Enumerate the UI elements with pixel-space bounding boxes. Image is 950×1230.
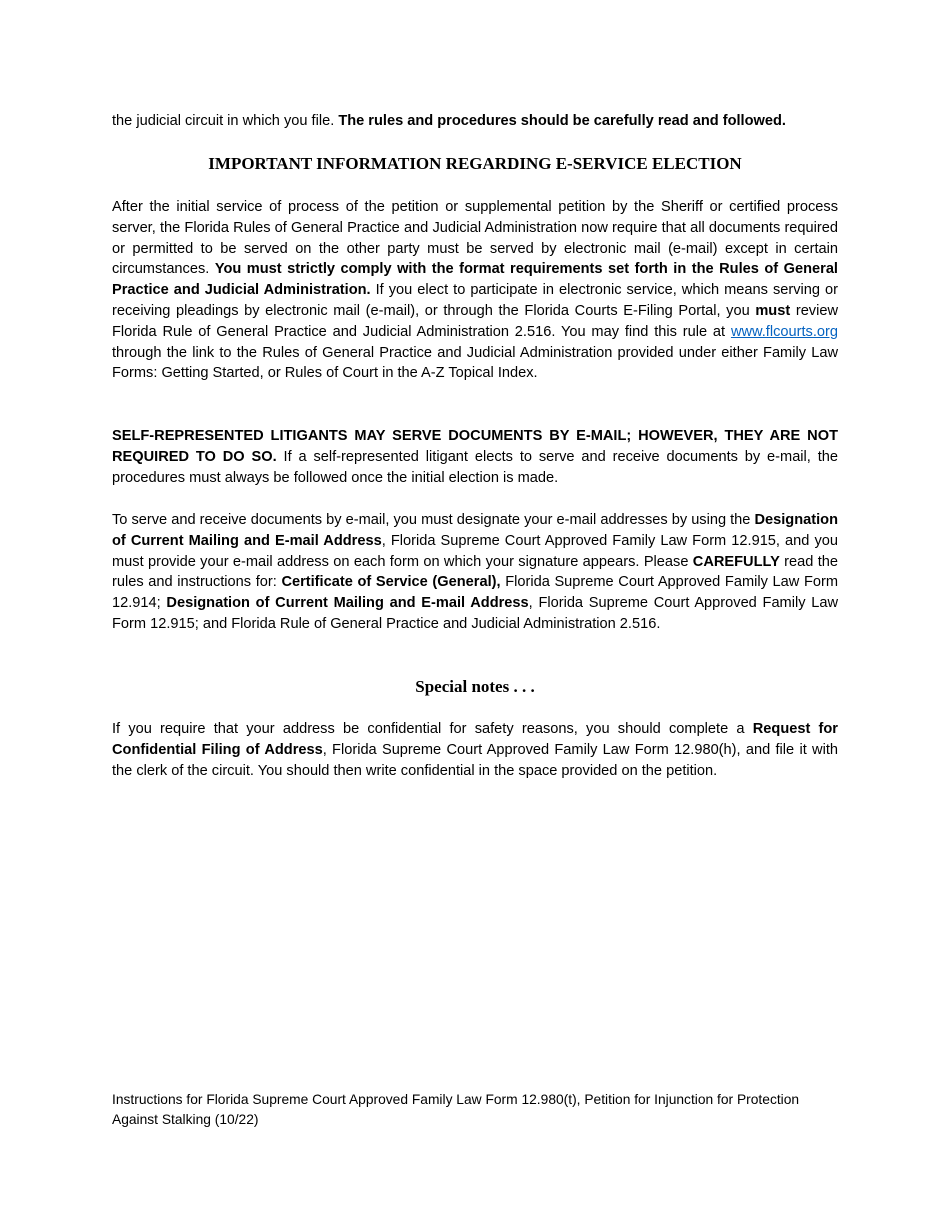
self-represented-paragraph <box>112 426 838 488</box>
serve-bold-designation-1: Designation of Current Mailing and E-mail Address <box>112 512 838 549</box>
confidential-text-a: If you require that your address be confidential for safety reasons, you should complete a <box>112 721 753 737</box>
serve-text-g: Florida Supreme Court Approved Family Law Form 12.914; <box>112 574 838 612</box>
eservice-p1-text-a: After the initial service of process of the petition or supplemental petition by the Sheriff or certified process server, the Florida Rules of General Practice and Judicial Administration now require that all documents required or permitted to be served on the other party must be served by electronic mail (e-mail) except in certain circumstances. <box>112 199 838 278</box>
confidential-bold-request: Request for Confidential Filing of Address <box>112 721 838 758</box>
eservice-heading: IMPORTANT INFORMATION REGARDING E-SERVICE ELECTION <box>208 154 742 173</box>
confidential-address-paragraph <box>112 719 838 781</box>
confidential-text-c: , Florida Supreme Court Approved Family Law Form 12.980(h), and file it with the clerk of the circuit. You should then write confidential in the space provided on the petition. <box>112 741 838 779</box>
intro-text: the judicial circuit in which you file. <box>112 113 339 129</box>
page-footer: Instructions for Florida Supreme Court Approved Family Law Form 12.980(t), Petition for Injunction for Protection Against Stalking (10/22) <box>112 1092 800 1127</box>
self-represented-bold: SELF-REPRESENTED LITIGANTS MAY SERVE DOCUMENTS BY E-MAIL; HOWEVER, THEY ARE NOT REQUIRED TO DO SO. <box>112 428 838 465</box>
eservice-p1-text-e: review Florida Rule of General Practice and Judicial Administration 2.516. You may find this rule at <box>112 302 839 340</box>
eservice-p1-bold-must: must <box>755 302 791 319</box>
intro-bold-text: The rules and procedures should be carefully read and followed. <box>338 113 786 129</box>
eservice-paragraph-after-service <box>112 197 838 384</box>
serve-bold-designation-2: Designation of Current Mailing and E-mail Address <box>166 595 529 612</box>
serve-text-i: , Florida Supreme Court Approved Family Law Form 12.915; and Florida Rule of General Practice and Judicial Administration 2.516. <box>112 595 838 632</box>
special-notes-heading: Special notes . . . <box>415 677 535 696</box>
serve-text-e: read the rules and instructions for: <box>112 553 838 591</box>
flcourts-link[interactable]: www.flcourts.org <box>730 323 838 340</box>
eservice-p1-text-c: If you elect to participate in electronic service, which means serving or receiving pleadings by electronic mail (e-mail), or through the Florida Courts E-Filing Portal, you <box>112 282 838 319</box>
intro-paragraph <box>112 111 838 132</box>
serve-bold-certificate: Certificate of Service (General), <box>281 574 501 591</box>
eservice-p1-bold-format: You must strictly comply with the format requirements set forth in the Rules of General Practice and Judicial Administration. <box>112 261 838 299</box>
serve-text-a: To serve and receive documents by e-mail, you must designate your e-mail addresses by using the <box>112 512 755 528</box>
serve-by-email-paragraph <box>112 510 838 635</box>
serve-text-c: , Florida Supreme Court Approved Family Law Form 12.915, and you must provide your e-mail address on each form on which your signature appears. Please <box>112 532 838 570</box>
serve-bold-carefully: CAREFULLY <box>692 553 780 570</box>
self-represented-text: If a self-represented litigant elects to serve and receive documents by e-mail, the procedures must always be followed once the initial election is made. <box>112 448 838 486</box>
eservice-p1-text-f: through the link to the Rules of General Practice and Judicial Administration provided under either Family Law Forms: Getting Started, or Rules of Court in the A-Z Topical Index. <box>112 344 838 382</box>
